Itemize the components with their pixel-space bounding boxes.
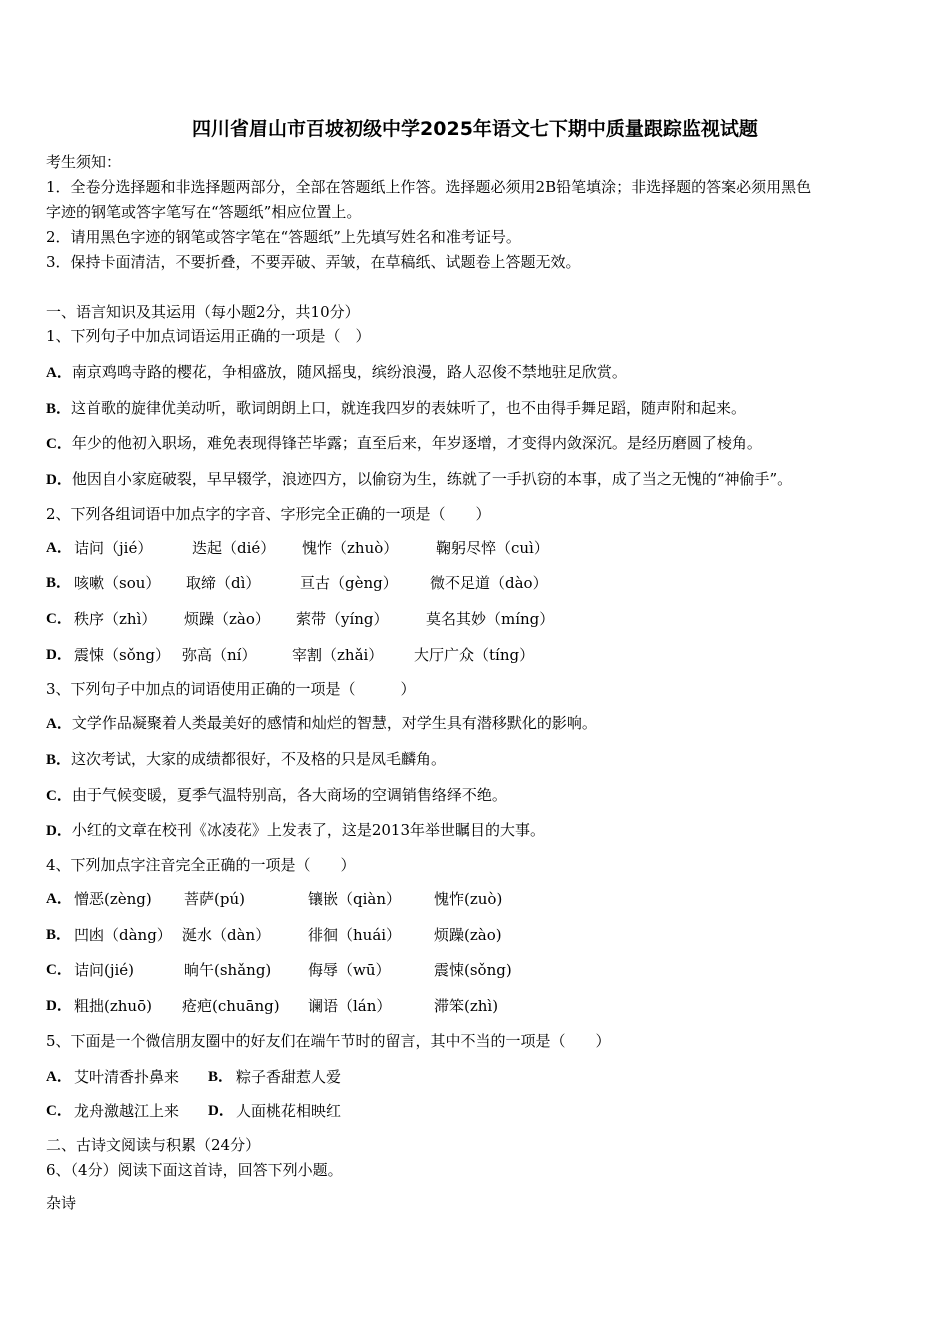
question-1-option-b: B．这首歌的旋律优美动听，歌词朗朗上口，就连我四岁的表妹听了，也不由得手舞足蹈，随声附和起来。 (46, 399, 747, 417)
notice-line-3: 2．请用黑色字迹的钢笔或答字笔在“答题纸”上先填写姓名和准考证号。 (46, 228, 521, 246)
notice-line-2: 字迹的钢笔或答字笔写在“答题纸”相应位置上。 (46, 203, 362, 221)
notice-heading: 考生须知： (46, 153, 122, 171)
notice-line-1: 1．全卷分选择题和非选择题两部分，全部在答题纸上作答。选择题必须用2B铅笔填涂；非选择题的答案必须用黑色 (46, 178, 812, 196)
notice-line-4: 3．保持卡面清洁，不要折叠，不要弄破、弄皱，在草稿纸、试题卷上答题无效。 (46, 253, 581, 271)
question-1-option-a: A．南京鸡鸣寺路的樱花，争相盛放，随风摇曳，缤纷浪漫，路人忍俊不禁地驻足欣赏。 (46, 363, 627, 381)
question-3-option-b: B．这次考试，大家的成绩都很好，不及格的只是凤毛麟角。 (46, 750, 447, 768)
question-4-stem: 4、下列加点字注音完全正确的一项是（ ） (46, 856, 356, 874)
question-1-option-c: C．年少的他初入职场，难免表现得锋芒毕露；直至后来，年岁逐增，才变得内敛深沉。是经历磨圆了棱角。 (46, 434, 762, 452)
section-2-heading: 二、古诗文阅读与积累（24分） (46, 1136, 261, 1154)
question-3-stem: 3、下列句子中加点的词语使用正确的一项是（ ） (46, 680, 416, 698)
question-6-stem: 6、（4分）阅读下面这首诗，回答下列小题。 (46, 1161, 343, 1179)
question-2-stem: 2、下列各组词语中加点字的字音、字形完全正确的一项是（ ） (46, 505, 491, 523)
poem-title: 杂诗 (46, 1194, 77, 1212)
question-3-option-d: D．小红的文章在校刊《冰凌花》上发表了，这是2013年举世瞩目的大事。 (46, 821, 546, 839)
question-3-option-a: A．文学作品凝聚着人类最美好的感情和灿烂的智慧，对学生具有潜移默化的影响。 (46, 714, 597, 732)
page-title: 四川省眉山市百坡初级中学2025年语文七下期中质量跟踪监视试题 (192, 118, 758, 140)
question-3-option-c: C．由于气候变暖，夏季气温特别高，各大商场的空调销售络绎不绝。 (46, 786, 507, 804)
question-5-stem: 5、下面是一个微信朋友圈中的好友们在端午节时的留言，其中不当的一项是（ ） (46, 1032, 611, 1050)
section-1-heading: 一、语言知识及其运用（每小题2分，共10分） (46, 303, 360, 321)
question-1-option-d: D．他因自小家庭破裂，早早辍学，浪迹四方，以偷窃为生，练就了一手扒窃的本事，成了当之无愧的“神偷手”。 (46, 470, 793, 488)
question-1-stem: 1、下列句子中加点词语运用正确的一项是（ ） (46, 327, 371, 345)
document-page: 四川省眉山市百坡初级中学2025年语文七下期中质量跟踪监视试题 考生须知： 1．全卷分选择题和非选择题两部分，全部在答题纸上作答。选择题必须用2B铅笔填涂；非选择题的答案必须用黑色 字迹的钢笔或答字笔写在“答题纸”相应位置上。 2．请用黑色字迹的钢笔或答字笔在“答题纸”上先填写姓名和准考证号。 3．保持卡面清洁，不要折叠，不要弄破、弄皱，在草稿纸、试题卷上答题无效。 一、语言知识及其运用（每小题2分，共10分） 1、下列句子中加点词语运用正确的一项是（ ） A．南京鸡鸣寺路的樱花，争相盛放，随风摇曳，缤纷浪漫，路人忍俊不禁地驻足欣赏。 B．这首歌的旋律优美动听，歌词朗朗上口，就连我四岁的表妹听了，也不由得手舞足蹈，随声附和起来。 C．年少的他初入职场，难免表现得锋芒毕露；直至后来，年岁逐增，才变得内敛深沉。是经历磨圆了棱角。 D．他因自小家庭破裂，早早辍学，浪迹四方，以偷窃为生，练就了一手扒窃的本事，成了当之无愧的“神偷手”。 2、下列各组词语中加点字的字音、字形完全正确的一项是（ ） A． 诘问（jié） 迭起（dié） 愧怍（zhuò） 鞠躬尽悴（cuì） B． 咳嗽（sou） 取缔（dì） 亘古（gèng） 微不足道（dào） C． 秩序（zhì） 烦躁（zào） 萦带（yíng） 莫名其妙（míng） D． 震悚（sǒng） 弥高（ní） 宰割（zhǎi） 大厅广众（tíng） 3、下列句子中加点的词语使用正确的一项是（ ） A．文学作品凝聚着人类最美好的感情和灿烂的智慧，对学生具有潜移默化的影响。 B．这次考试，大家的成绩都很好，不及格的只是凤毛麟角。 C．由于气候变暖，夏季气温特别高，各大商场的空调销售络绎不绝。 D．小红的文章在校刊《冰凌花》上发表了，这是2013年举世瞩目的大事。 4、下列加点字注音完全正确的一项是（ ） A． 憎恶(zèng) 菩萨(pú) 镶嵌（qiàn） 愧怍(zuò) B． 凹凼（dàng） 涎水（dàn） 徘徊（huái） 烦躁(zào) C． 诘问(jié) 晌午(shǎng) 侮辱（wū） 震悚(sǒng) D． 粗拙(zhuō) 疮疤(chuāng) 谰语（lán） 滞笨(zhì) 5、下面是一个微信朋友圈中的好友们在端午节时的留言，其中不当的一项是（ ） A． 艾叶清香扑鼻来 B． 粽子香甜惹人爱 C． 龙舟激越江上来 D． 人面桃花相映红 二、古诗文阅读与积累（24分） 6、（4分）阅读下面这首诗，回答下列小题。 杂诗 (0, 0, 950, 1344)
